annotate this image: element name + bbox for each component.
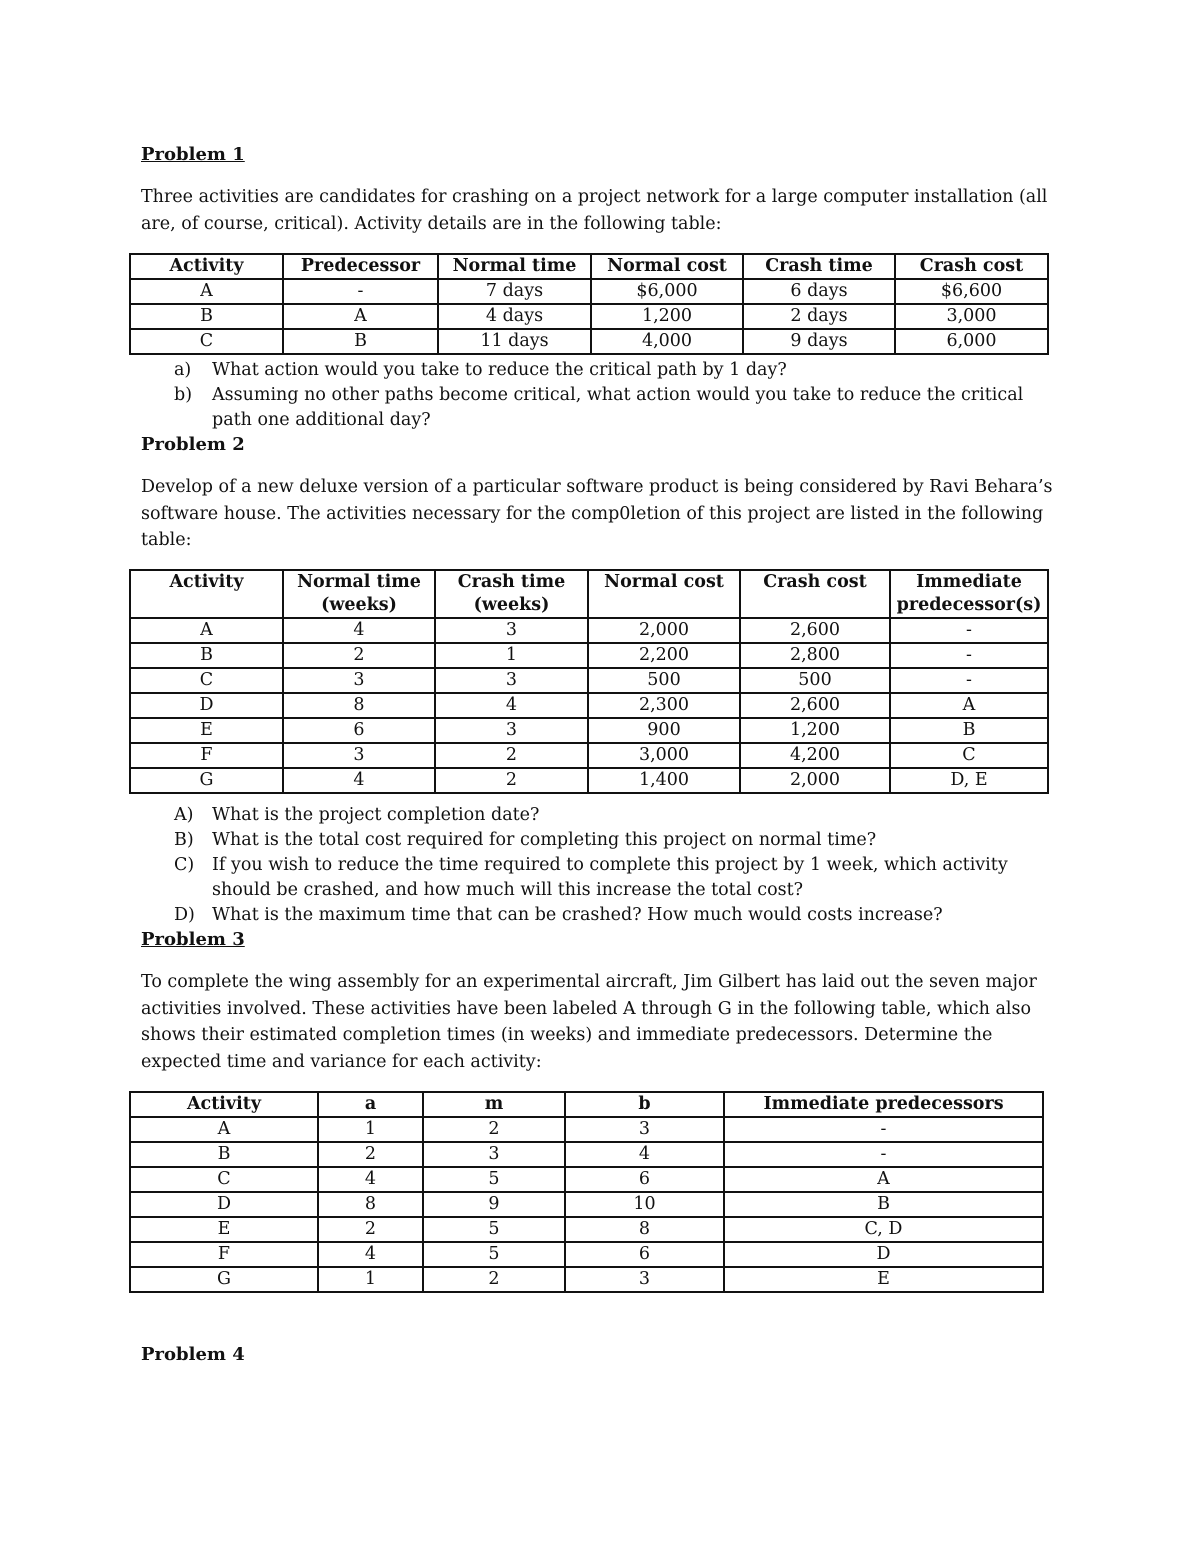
table-cell: $6,000 [591,279,743,304]
table-cell: C [130,668,283,693]
header-cell: m [423,1092,565,1117]
table-cell: - [283,279,438,304]
table-cell: 500 [588,668,740,693]
table-cell: D, E [890,768,1048,793]
list-item [174,383,1054,433]
question-text: What is the maximum time that can be crashed? How much would costs increase? [212,905,943,925]
list-marker: a) [174,360,192,380]
header-cell: b [565,1092,724,1117]
table-row [130,329,1048,354]
table-cell: 4 [318,1167,423,1192]
table-cell: 3 [423,1142,565,1167]
header-cell: Crash time [743,254,895,279]
table-row [130,1192,1043,1217]
table-cell: 3 [565,1267,724,1292]
problem-1-intro: Three activities are candidates for crashing on a project network for a large computer installation (all are, of course, critical). Activity details are in the following table: [141,187,1048,234]
table-cell: E [130,718,283,743]
table-cell: D [724,1242,1043,1267]
table-cell: 3 [283,743,435,768]
table-cell: B [724,1192,1043,1217]
table-cell: B [130,643,283,668]
list-item [174,358,1054,383]
header-cell: Crash time (weeks) [435,570,588,618]
table-cell: A [130,618,283,643]
table-cell: 3,000 [588,743,740,768]
table-cell: D [130,1192,318,1217]
table-cell: 6 days [743,279,895,304]
table-cell: 4,200 [740,743,890,768]
header-cell: Predecessor [283,254,438,279]
table-cell: 2 [435,768,588,793]
table-cell: 2 [423,1117,565,1142]
question-text: Assuming no other paths become critical, what action would you take to reduce the critical path one additional day? [212,385,1024,430]
table-cell: C [130,329,283,354]
problem-2-questions [174,803,1054,928]
problem-4-title: Problem 4 [141,1344,245,1365]
table-cell: C, D [724,1217,1043,1242]
table-cell: 2 [435,743,588,768]
table-cell: - [724,1142,1043,1167]
table-cell: 5 [423,1217,565,1242]
table-row [130,768,1048,793]
table-cell: A [724,1167,1043,1192]
table-cell: A [130,279,283,304]
problem-1-table [129,253,1049,355]
table-cell: 2,300 [588,693,740,718]
table-cell: 11 days [438,329,591,354]
table-cell: G [130,768,283,793]
table-cell: 2 [283,643,435,668]
table-row [130,1242,1043,1267]
table-cell: 900 [588,718,740,743]
list-marker: A) [174,805,194,825]
table-cell: 5 [423,1167,565,1192]
table-row [130,718,1048,743]
table-cell: B [890,718,1048,743]
table-cell: 3 [435,668,588,693]
table-cell: 6,000 [895,329,1048,354]
table-row [130,618,1048,643]
table-row [130,279,1048,304]
table-row [130,668,1048,693]
table-header-row [130,1092,1043,1117]
question-text: What is the project completion date? [212,805,540,825]
question-text: If you wish to reduce the time required to complete this project by 1 week, which activity should be crashed, and how much will this increase the total cost? [212,855,1008,900]
table-cell: - [890,668,1048,693]
table-cell: 10 [565,1192,724,1217]
problem-1-questions [174,358,1054,433]
table-cell: 8 [565,1217,724,1242]
table-cell: 2,600 [740,693,890,718]
table-row [130,1217,1043,1242]
header-cell: Crash cost [740,570,890,618]
table-cell: 7 days [438,279,591,304]
table-cell: 2 [423,1267,565,1292]
table-cell: 3 [435,718,588,743]
table-cell: 8 [318,1192,423,1217]
header-cell: Immediate predecessor(s) [890,570,1048,618]
table-cell: 4 days [438,304,591,329]
table-cell: 1 [318,1267,423,1292]
problem-2-table [129,569,1049,794]
table-cell: 2,800 [740,643,890,668]
table-cell: C [130,1167,318,1192]
table-cell: 4 [565,1142,724,1167]
table-cell: 6 [565,1242,724,1267]
table-cell: G [130,1267,318,1292]
list-item [174,903,1054,928]
table-cell: 3 [565,1117,724,1142]
table-cell: 9 [423,1192,565,1217]
header-cell: Activity [130,254,283,279]
problem-3-intro: To complete the wing assembly for an experimental aircraft, Jim Gilbert has laid out the seven major activities involved. These activities have been labeled A through G in the following table, which also shows their estimated completion times (in weeks) and immediate predecessors. Determine the expected time and variance for each activity: [141,972,1037,1072]
header-cell: Normal cost [591,254,743,279]
table-cell: 2 [318,1142,423,1167]
table-cell: - [890,618,1048,643]
table-cell: E [724,1267,1043,1292]
header-cell: Immediate predecessors [724,1092,1043,1117]
table-cell: 1,200 [591,304,743,329]
problem-3-table [129,1091,1044,1293]
table-cell: C [890,743,1048,768]
table-cell: 9 days [743,329,895,354]
table-cell: 6 [283,718,435,743]
table-cell: B [283,329,438,354]
table-cell: E [130,1217,318,1242]
table-cell: - [890,643,1048,668]
table-row [130,1167,1043,1192]
question-text: What is the total cost required for completing this project on normal time? [212,830,877,850]
list-marker: D) [174,905,195,925]
list-item [174,803,1054,828]
table-cell: D [130,693,283,718]
table-cell: B [130,1142,318,1167]
header-cell: Activity [130,570,283,618]
table-cell: 2,000 [740,768,890,793]
list-marker: C) [174,855,195,875]
problem-1-title: Problem 1 [141,144,245,165]
problem-2-title: Problem 2 [141,434,245,455]
table-cell: 1 [435,643,588,668]
header-cell: Normal time [438,254,591,279]
table-cell: 8 [283,693,435,718]
table-cell: 4 [283,768,435,793]
table-cell: 4,000 [591,329,743,354]
table-cell: 3 [435,618,588,643]
table-cell: 3,000 [895,304,1048,329]
header-cell: a [318,1092,423,1117]
table-cell: B [130,304,283,329]
table-row [130,304,1048,329]
table-cell: 4 [435,693,588,718]
table-cell: A [283,304,438,329]
table-cell: 2 days [743,304,895,329]
table-cell: - [724,1117,1043,1142]
table-cell: 1,200 [740,718,890,743]
table-row [130,643,1048,668]
table-cell: 500 [740,668,890,693]
header-cell: Normal time (weeks) [283,570,435,618]
table-cell: 2,000 [588,618,740,643]
header-cell: Normal cost [588,570,740,618]
table-cell: 4 [318,1242,423,1267]
table-cell: A [130,1117,318,1142]
table-cell: $6,600 [895,279,1048,304]
list-marker: b) [174,385,193,405]
table-cell: 6 [565,1167,724,1192]
list-item [174,828,1054,853]
table-header-row [130,570,1048,618]
table-cell: 5 [423,1242,565,1267]
table-cell: 4 [283,618,435,643]
table-cell: 1,400 [588,768,740,793]
question-text: What action would you take to reduce the critical path by 1 day? [212,360,787,380]
table-row [130,693,1048,718]
table-row [130,1267,1043,1292]
table-row [130,1142,1043,1167]
table-cell: 3 [283,668,435,693]
table-cell: A [890,693,1048,718]
table-cell: 2 [318,1217,423,1242]
table-row [130,743,1048,768]
table-cell: F [130,743,283,768]
list-item [174,853,1054,903]
problem-3-title: Problem 3 [141,929,245,950]
table-cell: F [130,1242,318,1267]
table-cell: 2,200 [588,643,740,668]
table-cell: 1 [318,1117,423,1142]
table-row [130,1117,1043,1142]
table-header-row [130,254,1048,279]
header-cell: Activity [130,1092,318,1117]
list-marker: B) [174,830,194,850]
header-cell: Crash cost [895,254,1048,279]
problem-2-intro: Develop of a new deluxe version of a particular software product is being considered by Ravi Behara’s software house. The activities necessary for the comp0letion of this project are listed in the following table: [141,477,1053,550]
table-cell: 2,600 [740,618,890,643]
